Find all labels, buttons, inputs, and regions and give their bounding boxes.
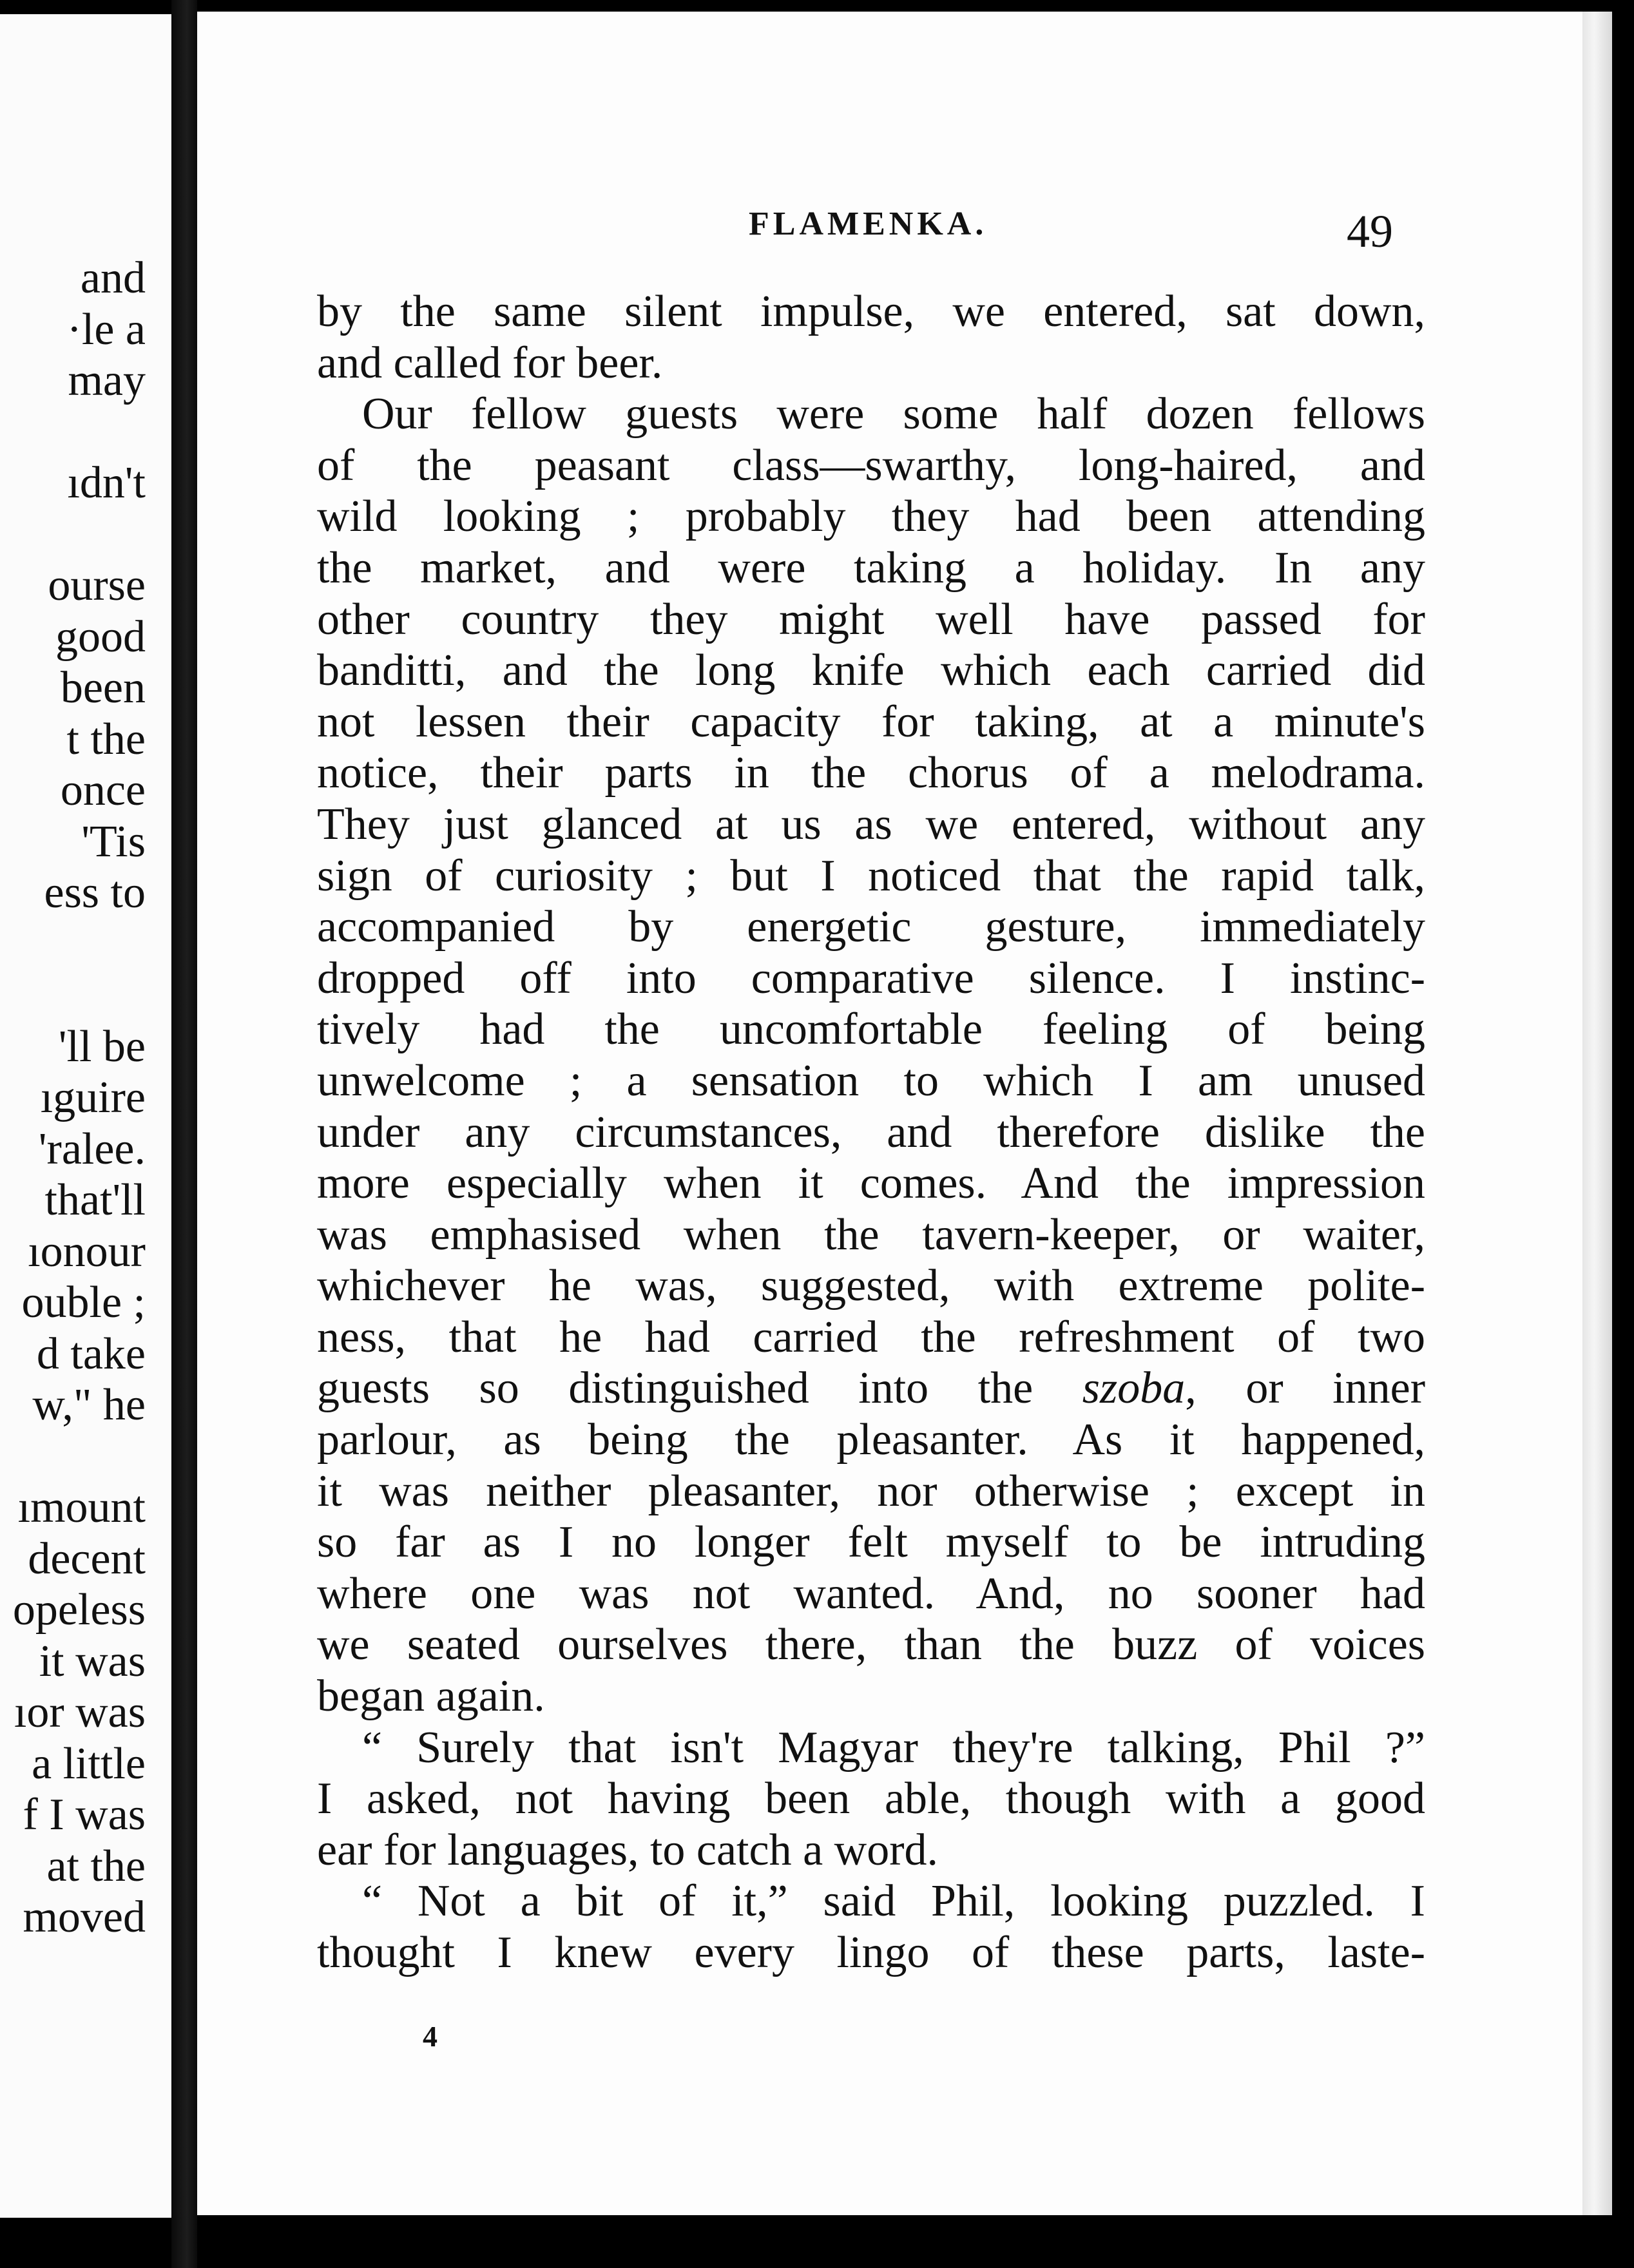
text-line: ear for languages, to catch a word. [317, 1825, 939, 1875]
left-page-fragment: 'ralee. [38, 1124, 146, 1174]
left-page-fragment: w," he [32, 1380, 146, 1430]
left-page-fragment: ıdn't [67, 458, 146, 508]
left-page-fragment: d take [36, 1329, 146, 1379]
left-page-fragment: a little [32, 1738, 146, 1789]
text-line: under any circumstances, and therefore dislike the [317, 1107, 1425, 1157]
text-segment: , or inner [1185, 1363, 1425, 1414]
text-line: other country they might well have passed for [317, 594, 1425, 644]
text-line: banditti, and the long knife which each carried did [317, 646, 1425, 696]
left-page-fragment: ·le a [66, 304, 146, 354]
left-page-fragment: f I was [23, 1790, 146, 1840]
text-line: it was neither pleasanter, nor otherwise ; except in [317, 1466, 1425, 1516]
left-page-fragment: ımount [17, 1483, 146, 1532]
left-page-fragment: at the [46, 1841, 146, 1891]
text-line: was emphasised when the tavern-keeper, or waiter, [317, 1209, 1425, 1260]
text-line: dropped off into comparative silence. I instinc- [317, 953, 1425, 1003]
text-line: more especially when it comes. And the impression [317, 1158, 1425, 1209]
text-line: They just glanced at us as we entered, without any [317, 799, 1425, 849]
left-page-fragment: and [80, 253, 146, 303]
text-line: I asked, not having been able, though with a good [317, 1774, 1425, 1824]
left-page-fragment: ıor was [14, 1687, 146, 1737]
text-line: sign of curiosity ; but I noticed that the rapid talk, [317, 850, 1425, 901]
left-page-fragment: moved [23, 1892, 146, 1942]
book-page [197, 12, 1612, 2215]
body-text [317, 286, 1425, 1979]
left-facing-page [0, 14, 171, 2218]
text-line: notice, their parts in the chorus of a melodrama. [317, 748, 1425, 798]
text-line: parlour, as being the pleasanter. As it happened, [317, 1415, 1425, 1465]
text-line: where one was not wanted. And, no sooner had [317, 1568, 1425, 1619]
left-page-fragment: t the [66, 714, 146, 764]
signature-mark: 4 [423, 2020, 437, 2053]
left-page-fragment: good [55, 611, 146, 662]
text-line: by the same silent impulse, we entered, sat down, [317, 287, 1425, 336]
left-page-fragment: ouble ; [21, 1278, 146, 1327]
left-page-fragment: ıonour [28, 1226, 146, 1276]
text-line: so far as I no longer felt myself to be intruding [317, 1517, 1425, 1568]
text-line: whichever he was, suggested, with extreme polite- [317, 1261, 1425, 1311]
text-line: of the peasant class—swarthy, long-haired, and [317, 440, 1425, 490]
text-line: began again. [317, 1671, 545, 1722]
left-page-fragment: 'Tis [81, 816, 146, 867]
text-line: “ Not a bit of it,” said Phil, looking puzzled. I [362, 1876, 1425, 1927]
italic-word: szoba [1082, 1363, 1186, 1414]
text-line: ness, that he had carried the refreshment of two [317, 1312, 1425, 1362]
left-page-fragment: may [68, 356, 146, 405]
book-gutter [171, 0, 197, 2268]
text-line: and called for beer. [317, 338, 663, 388]
left-page-fragment: decent [28, 1533, 146, 1584]
text-line: Our fellow guests were some half dozen fellows [362, 389, 1425, 439]
text-line: not lessen their capacity for taking, at a minute's [317, 697, 1425, 747]
left-page-fragment: it was [39, 1636, 146, 1686]
running-head: FLAMENKA. [749, 206, 988, 242]
text-line [317, 1363, 1425, 1414]
left-page-fragment: that'll [44, 1175, 146, 1225]
text-line: tively had the uncomfortable feeling of being [317, 1004, 1425, 1055]
page-number: 49 [1347, 206, 1393, 257]
text-line: the market, and were taking a holiday. In any [317, 543, 1425, 593]
text-line: we seated ourselves there, than the buzz of voices [317, 1620, 1425, 1670]
text-line: unwelcome ; a sensation to which I am unused [317, 1055, 1425, 1106]
left-page-fragment: been [60, 663, 146, 713]
text-line: wild looking ; probably they had been attending [317, 492, 1425, 542]
text-line: thought I knew every lingo of these parts, laste- [317, 1928, 1425, 1977]
left-page-fragment: once [60, 765, 146, 815]
left-page-fragment: 'll be [58, 1021, 146, 1072]
left-page-fragment: ıguire [40, 1073, 146, 1122]
left-page-fragment: opeless [12, 1585, 146, 1635]
left-page-fragment: ess to [44, 868, 146, 918]
page-edge [1582, 12, 1612, 2215]
left-page-fragment: ourse [48, 561, 146, 610]
text-line: accompanied by energetic gesture, immediately [317, 902, 1425, 952]
text-segment: guests so distinguished into the [317, 1363, 1082, 1414]
text-line: “ Surely that isn't Magyar they're talking, Phil ?” [362, 1722, 1425, 1773]
